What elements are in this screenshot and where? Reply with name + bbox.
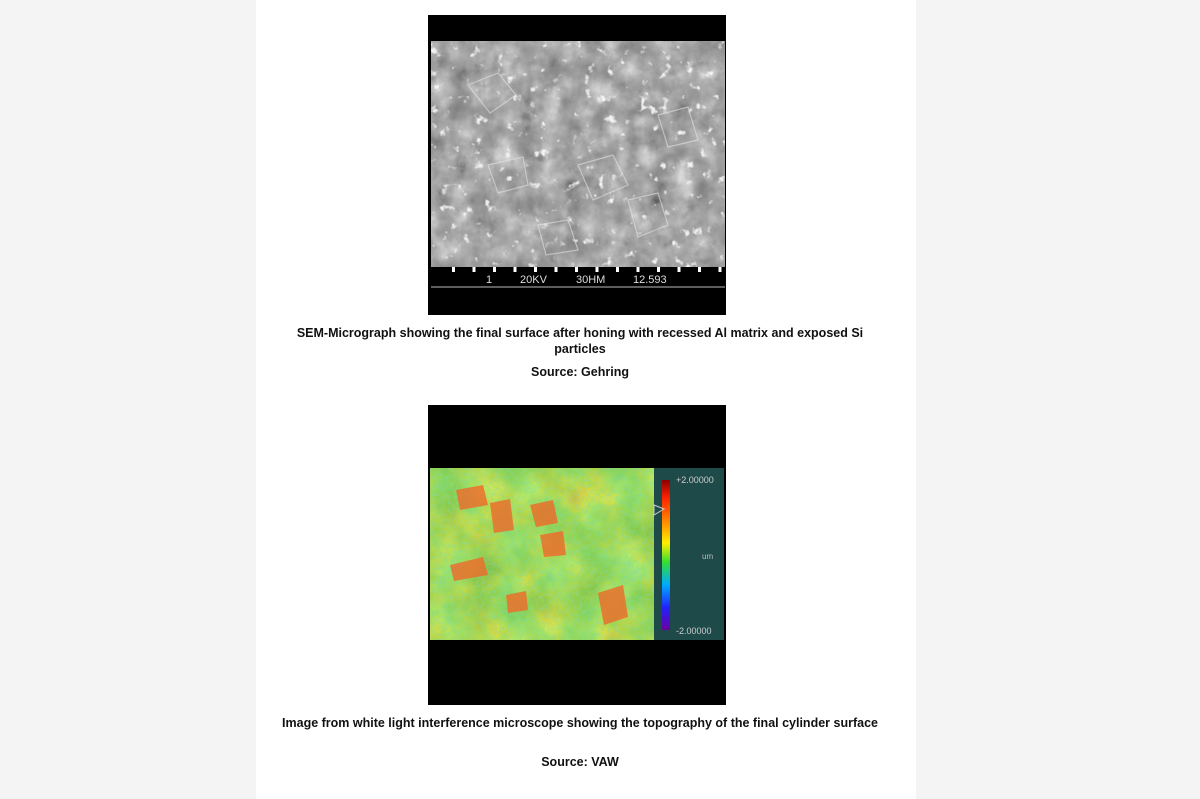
colorbar-max: +2.00000 <box>676 475 714 485</box>
scale-tick <box>555 267 558 272</box>
colorbar <box>662 480 670 630</box>
scale-tick <box>452 267 455 272</box>
wli-topography-image <box>428 405 726 705</box>
scale-tick <box>637 267 640 272</box>
colorbar-min: -2.00000 <box>676 626 712 636</box>
scale-tick <box>473 267 476 272</box>
wli-topography-figure <box>428 405 726 705</box>
figure2-caption: Image from white light interference microscope showing the topography of the final cylinder surface <box>282 716 878 730</box>
sem-micrograph-image <box>428 15 726 315</box>
scale-tick <box>596 267 599 272</box>
figure1-caption: SEM-Micrograph showing the final surface after honing with recessed Al matrix and exposed Si particles <box>296 326 864 356</box>
scale-tick <box>534 267 537 272</box>
scale-tick <box>616 267 619 272</box>
scale-tick <box>719 267 722 272</box>
scale-tick <box>575 267 578 272</box>
scale-tick <box>678 267 681 272</box>
scale-tick <box>657 267 660 272</box>
sem-micrograph-figure <box>428 15 726 315</box>
scale-bar-kv: 20KV <box>520 274 547 286</box>
scale-bar-id: 12.593 <box>633 274 667 286</box>
colorbar-unit: um <box>702 552 714 561</box>
figure2-source: Source: VAW <box>541 755 619 769</box>
scale-tick <box>698 267 701 272</box>
scale-tick <box>514 267 517 272</box>
figure1-source: Source: Gehring <box>531 365 629 379</box>
scale-tick <box>493 267 496 272</box>
scale-bar-mag: 1 <box>486 274 493 286</box>
scale-bar-length: 30HM <box>576 274 606 286</box>
